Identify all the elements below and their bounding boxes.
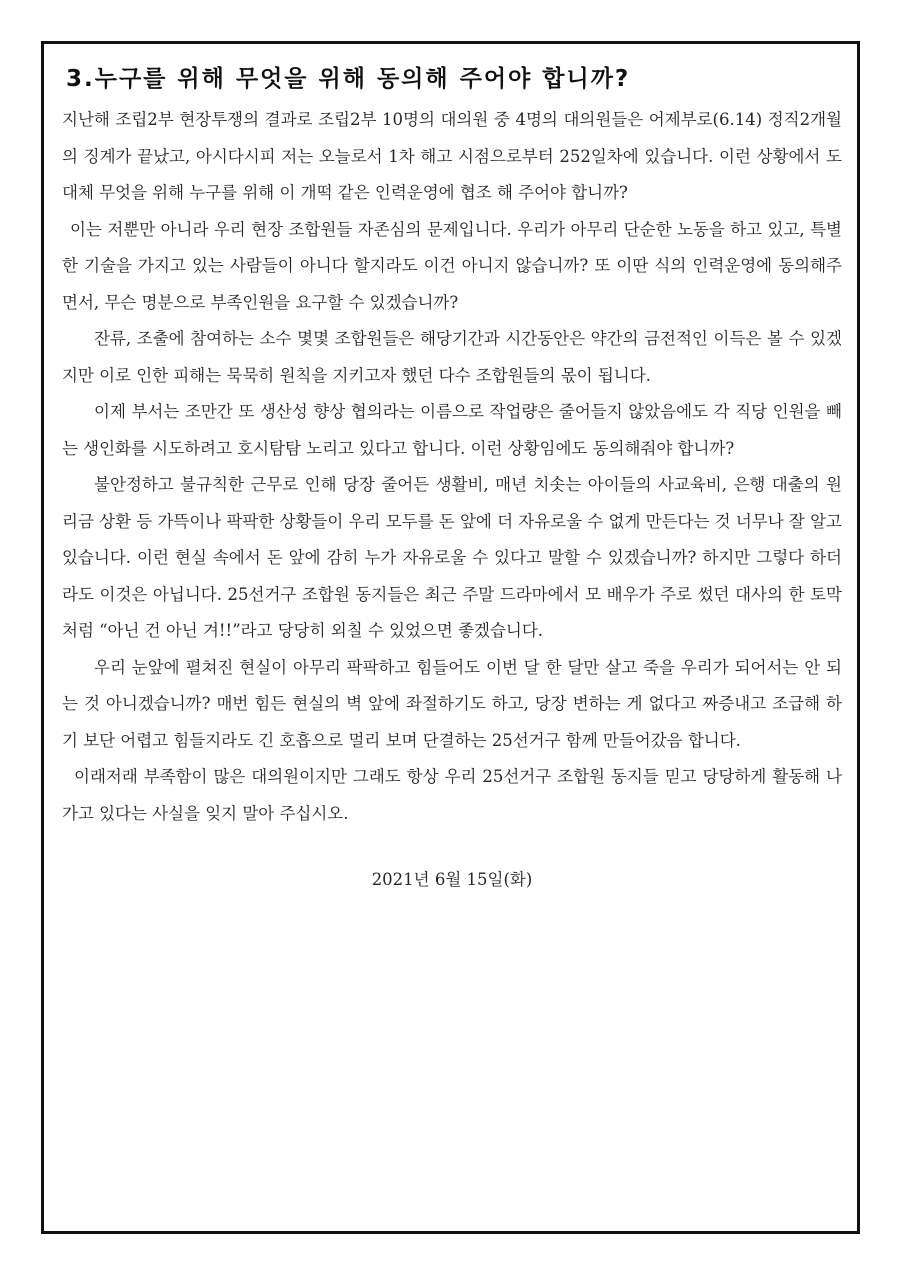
paragraph-5: 불안정하고 불규칙한 근무로 인해 당장 줄어든 생활비, 매년 치솟는 아이들의 사교육비, 은행 대출의 원리금 상환 등 가뜩이나 팍팍한 상황들이 우리 모두를 돈 앞에 더 자유로울 수 없게 만든다는 것 너무나 잘 알고 있습니다. 이런 현실 속에서 돈 앞에 감히 누가 자유로울 수 있다고 말할 수 있겠습니까? 하지만 그렇다 하더라도 이것은 아닙니다. 25선거구 조합원 동지들은 최근 주말 드라마에서 모 배우가 주로 썼던 대사의 한 토막처럼 “아닌 건 아닌 겨!!”라고 당당히 외칠 수 있었으면 좋겠습니다.: [62, 475, 842, 640]
document-body: [62, 62, 842, 899]
paragraph-6: 우리 눈앞에 펼쳐진 현실이 아무리 팍팍하고 힘들어도 이번 달 한 달만 살고 죽을 우리가 되어서는 안 되는 것 아니겠습니까? 매번 힘든 현실의 벽 앞에 좌절하기도 하고, 당장 변하는 게 없다고 짜증내고 조급해 하기 보단 어렵고 힘들지라도 긴 호흡으로 멀리 보며 단결하는 25선거구 함께 만들어갔음 합니다.: [62, 657, 842, 750]
paragraph-1: 지난해 조립2부 현장투쟁의 결과로 조립2부 10명의 대의원 중 4명의 대의원들은 어제부로(6.14) 정직2개월의 징계가 끝났고, 아시다시피 저는 오늘로서 1차 해고 시점으로부터 252일차에 있습니다. 이런 상황에서 도대체 무엇을 위해 누구를 위해 이 개떡 같은 인력운영에 협조 해 주어야 합니까?: [62, 110, 842, 202]
document-date: 2021년 6월 15일(화): [371, 870, 533, 889]
section-title: 3.누구를 위해 무엇을 위해 동의해 주어야 합니까?: [66, 66, 631, 92]
paragraph-2: 이는 저뿐만 아니라 우리 현장 조합원들 자존심의 문제입니다. 우리가 아무리 단순한 노동을 하고 있고, 특별한 기술을 가지고 있는 사람들이 아니다 할지라도 이건 아니지 않습니까? 또 이딴 식의 인력운영에 동의해주면서, 무슨 명분으로 부족인원을 요구할 수 있겠습니까?: [62, 219, 842, 312]
paragraph-7: 이래저래 부족함이 많은 대의원이지만 그래도 항상 우리 25선거구 조합원 동지들 믿고 당당하게 활동해 나가고 있다는 사실을 잊지 말아 주십시오.: [62, 767, 842, 823]
paragraph-4: 이제 부서는 조만간 또 생산성 향상 협의라는 이름으로 작업량은 줄어들지 않았음에도 각 직당 인원을 빼는 생인화를 시도하려고 호시탐탐 노리고 있다고 합니다. 이런 상황임에도 동의해줘야 합니까?: [62, 402, 842, 458]
paragraph-3: 잔류, 조출에 참여하는 소수 몇몇 조합원들은 해당기간과 시간동안은 약간의 금전적인 이득은 볼 수 있겠지만 이로 인한 피해는 묵묵히 원칙을 지키고자 했던 다수 조합원들의 몫이 됩니다.: [62, 329, 842, 385]
